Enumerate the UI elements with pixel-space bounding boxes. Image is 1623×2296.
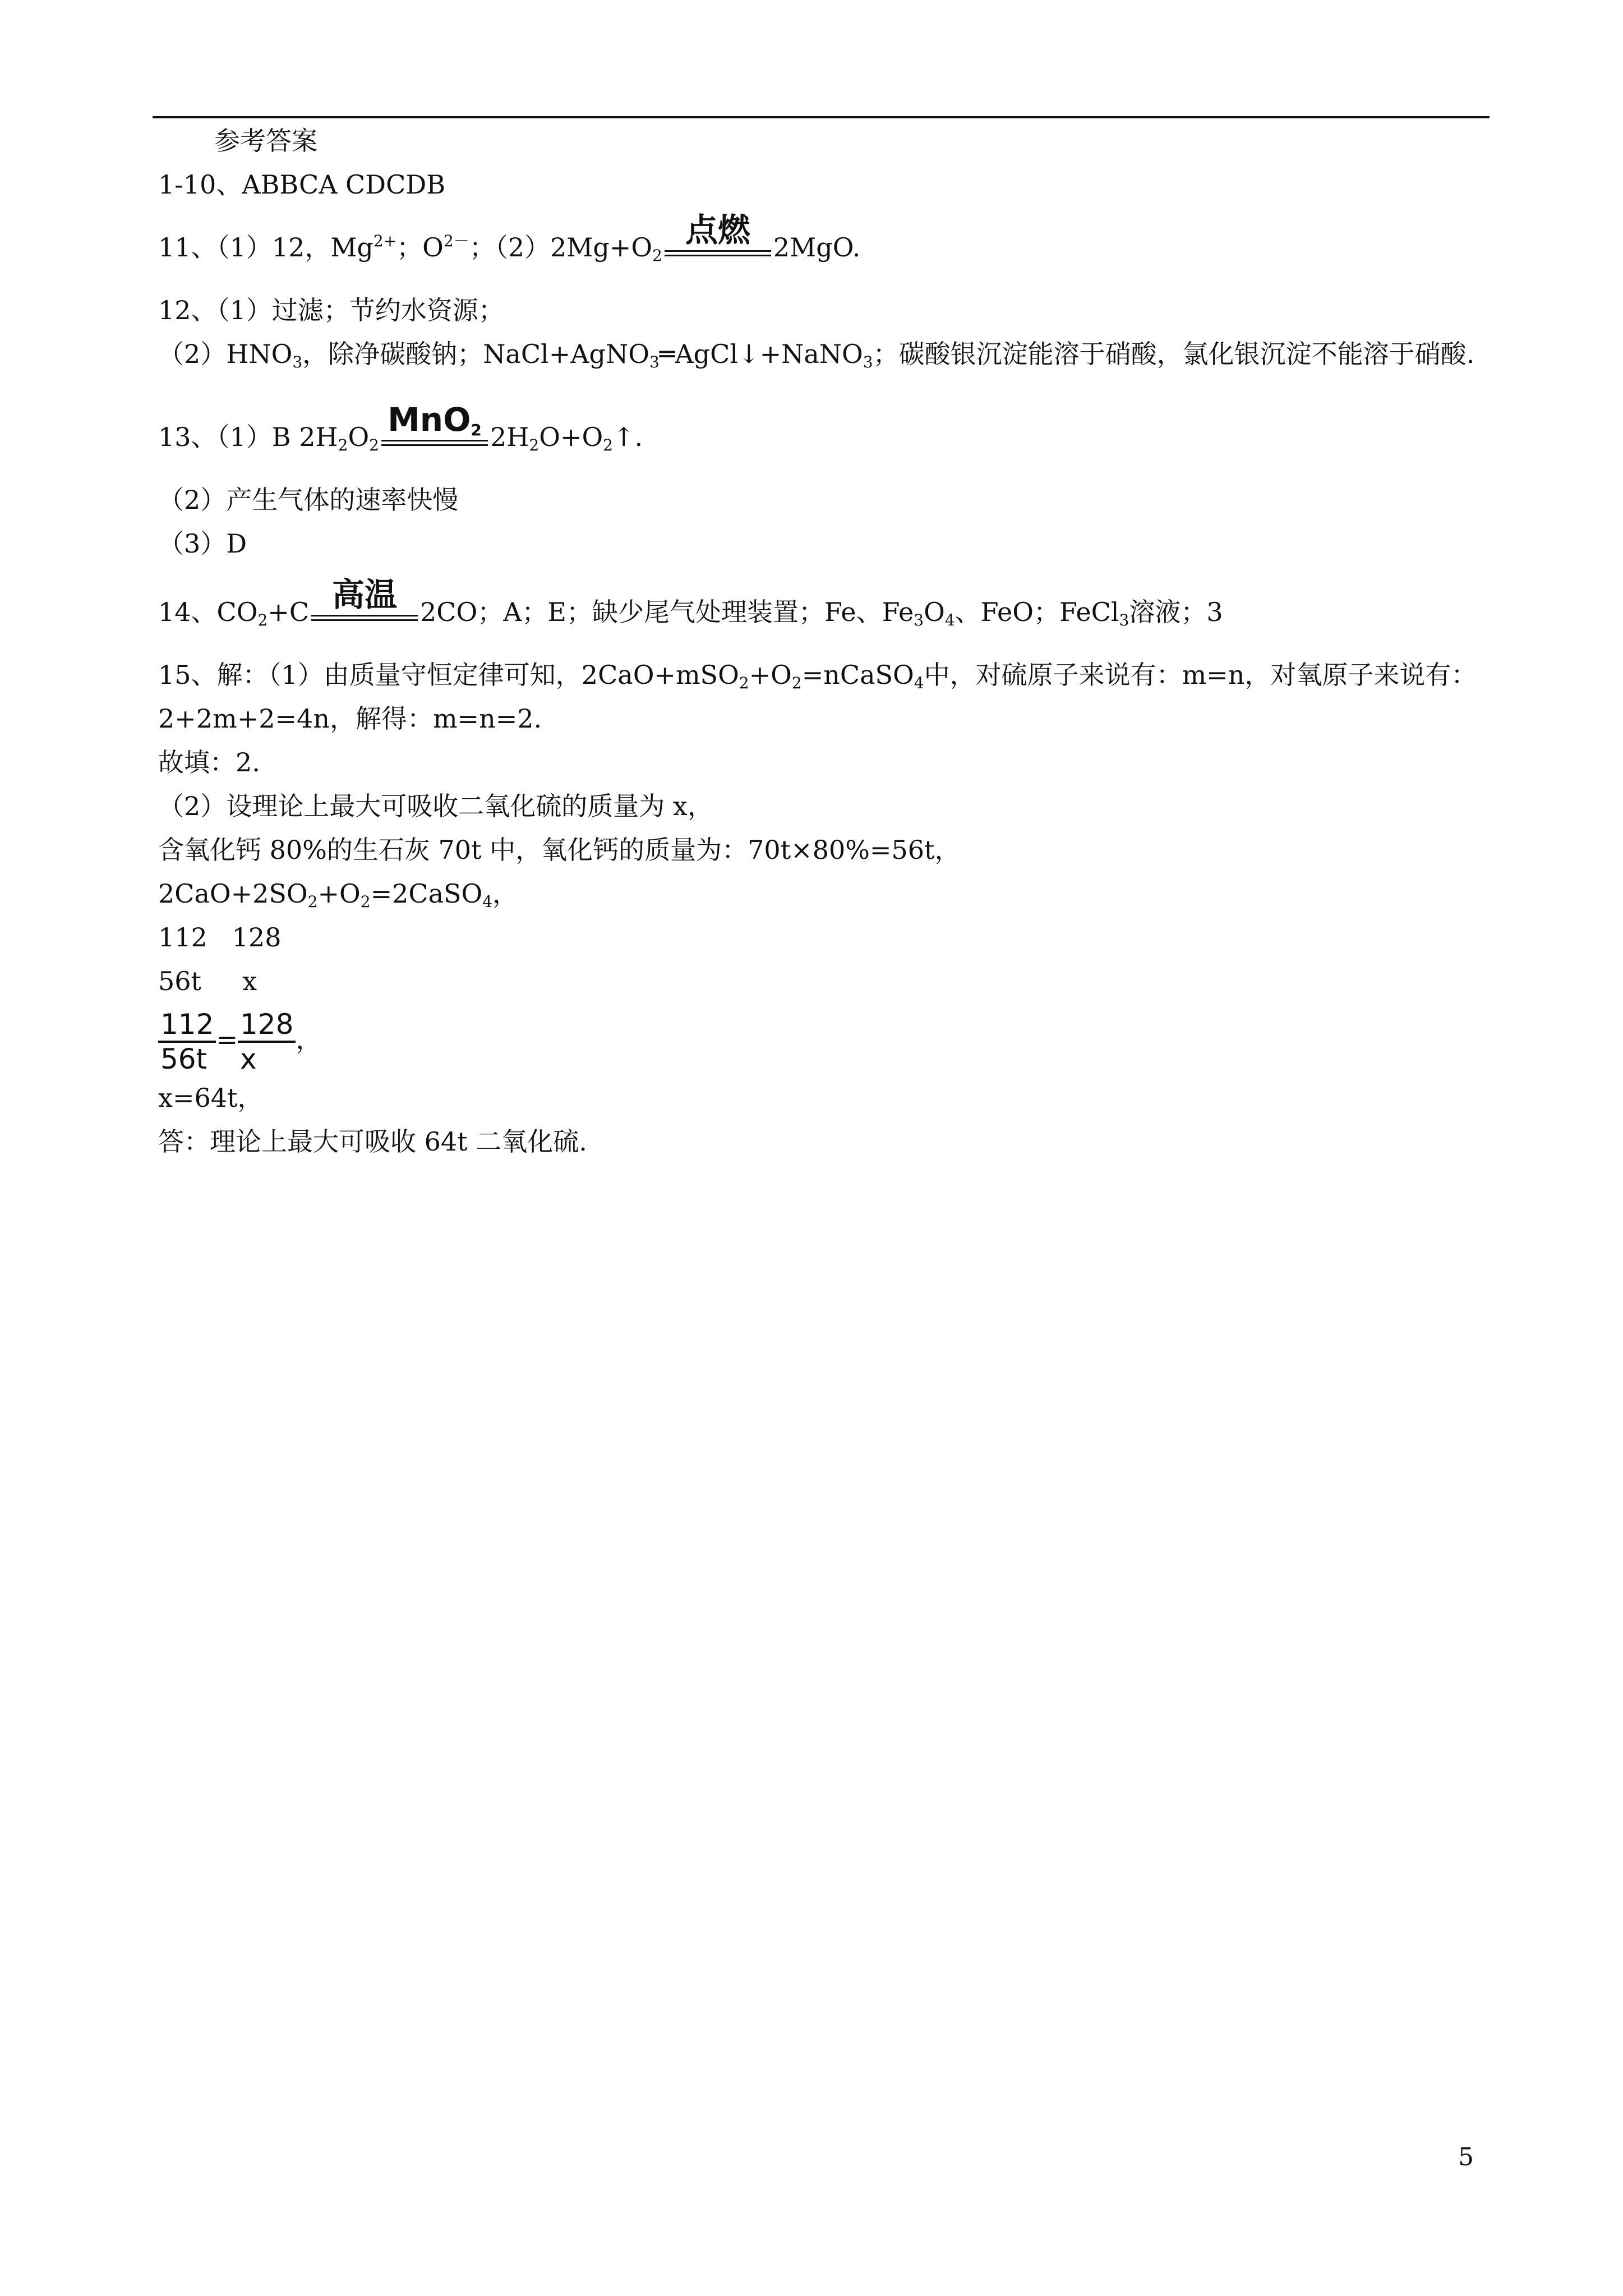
answer-12-line-2: $(2)HNO_3$，除净碳酸钠；NaCl+AgNO$_3$═AgCl↓+NaNO$_3$；碳酸银沉淀能溶于硝酸，氯化银沉淀不能溶于硝酸. xyxy=(158,339,1475,371)
reaction-condition-catalyst: MnO$_2$ xyxy=(381,416,488,449)
answer-15-proportion: $\frac{112}{56t}$ = $\frac{128}{x}$ ， xyxy=(158,1003,1493,1076)
answer-15-equation: $2CaO+2SO_2+O_2=2CaSO_4$， xyxy=(158,878,519,911)
answer-15-result: x=64t， xyxy=(158,1083,264,1113)
fraction-right: $\frac{128}{x}$ xyxy=(238,1008,296,1075)
answer-11: 11、（1）12，$Mg^{2+}$；$O^{2-}$；$(2)2Mg+O_2$ 点燃 2MgO. xyxy=(158,211,861,265)
answer-15-line-1: 15、解：（1）由质量守恒定律可知，$2CaO+mSO_2+O_2=nCaSO_4$中，对硫原子来说有：m=n，对氧原子来说有：2+2m+2=4n，解得：m=n=2. xyxy=(158,660,1477,734)
answer-15-line-4: 含氧化钙 80%的生石灰 70t 中，氧化钙的质量为：70t×80%=56t， xyxy=(158,835,961,865)
heading: 参考答案 xyxy=(214,126,317,156)
page-number: 5 xyxy=(1458,2143,1474,2171)
answer-13: 13、（1）B $2H_2O_2$ MnO$_2$ $2H_2O+O_2↑$. xyxy=(158,401,643,454)
answer-15-quantities: 56t x xyxy=(158,966,257,996)
answer-13-line-3: （3）D xyxy=(158,528,247,559)
answer-content xyxy=(158,119,1493,1163)
answer-15-line-3: （2）设理论上最大可吸收二氧化硫的质量为 x， xyxy=(158,791,713,821)
answer-15-conclusion: 答：理论上最大可吸收 64t 二氧化硫. xyxy=(158,1126,587,1157)
header-rule xyxy=(153,116,1490,118)
answer-14: 14、$CO_2+C$ 高温 2CO；A；E；缺少尾气处理装置；Fe、$Fe_3O_4$、FeO；FeCl$_3$溶液；3 xyxy=(158,576,1223,629)
fraction-left: $\frac{112}{56t}$ xyxy=(158,1008,216,1075)
answer-15-line-2: 故填：2. xyxy=(158,747,260,777)
answer-12-line-1: 12、（1）过滤；节约水资源； xyxy=(158,295,504,325)
answer-15-masses: 112 128 xyxy=(158,922,282,953)
reaction-condition-ignite: 点燃 xyxy=(665,226,771,260)
answer-13-line-2: （2）产生气体的速率快慢 xyxy=(158,485,459,515)
answer-1-10: 1-10、ABBCA CDCDB xyxy=(158,169,446,200)
reaction-condition-high-temp: 高温 xyxy=(311,591,418,624)
